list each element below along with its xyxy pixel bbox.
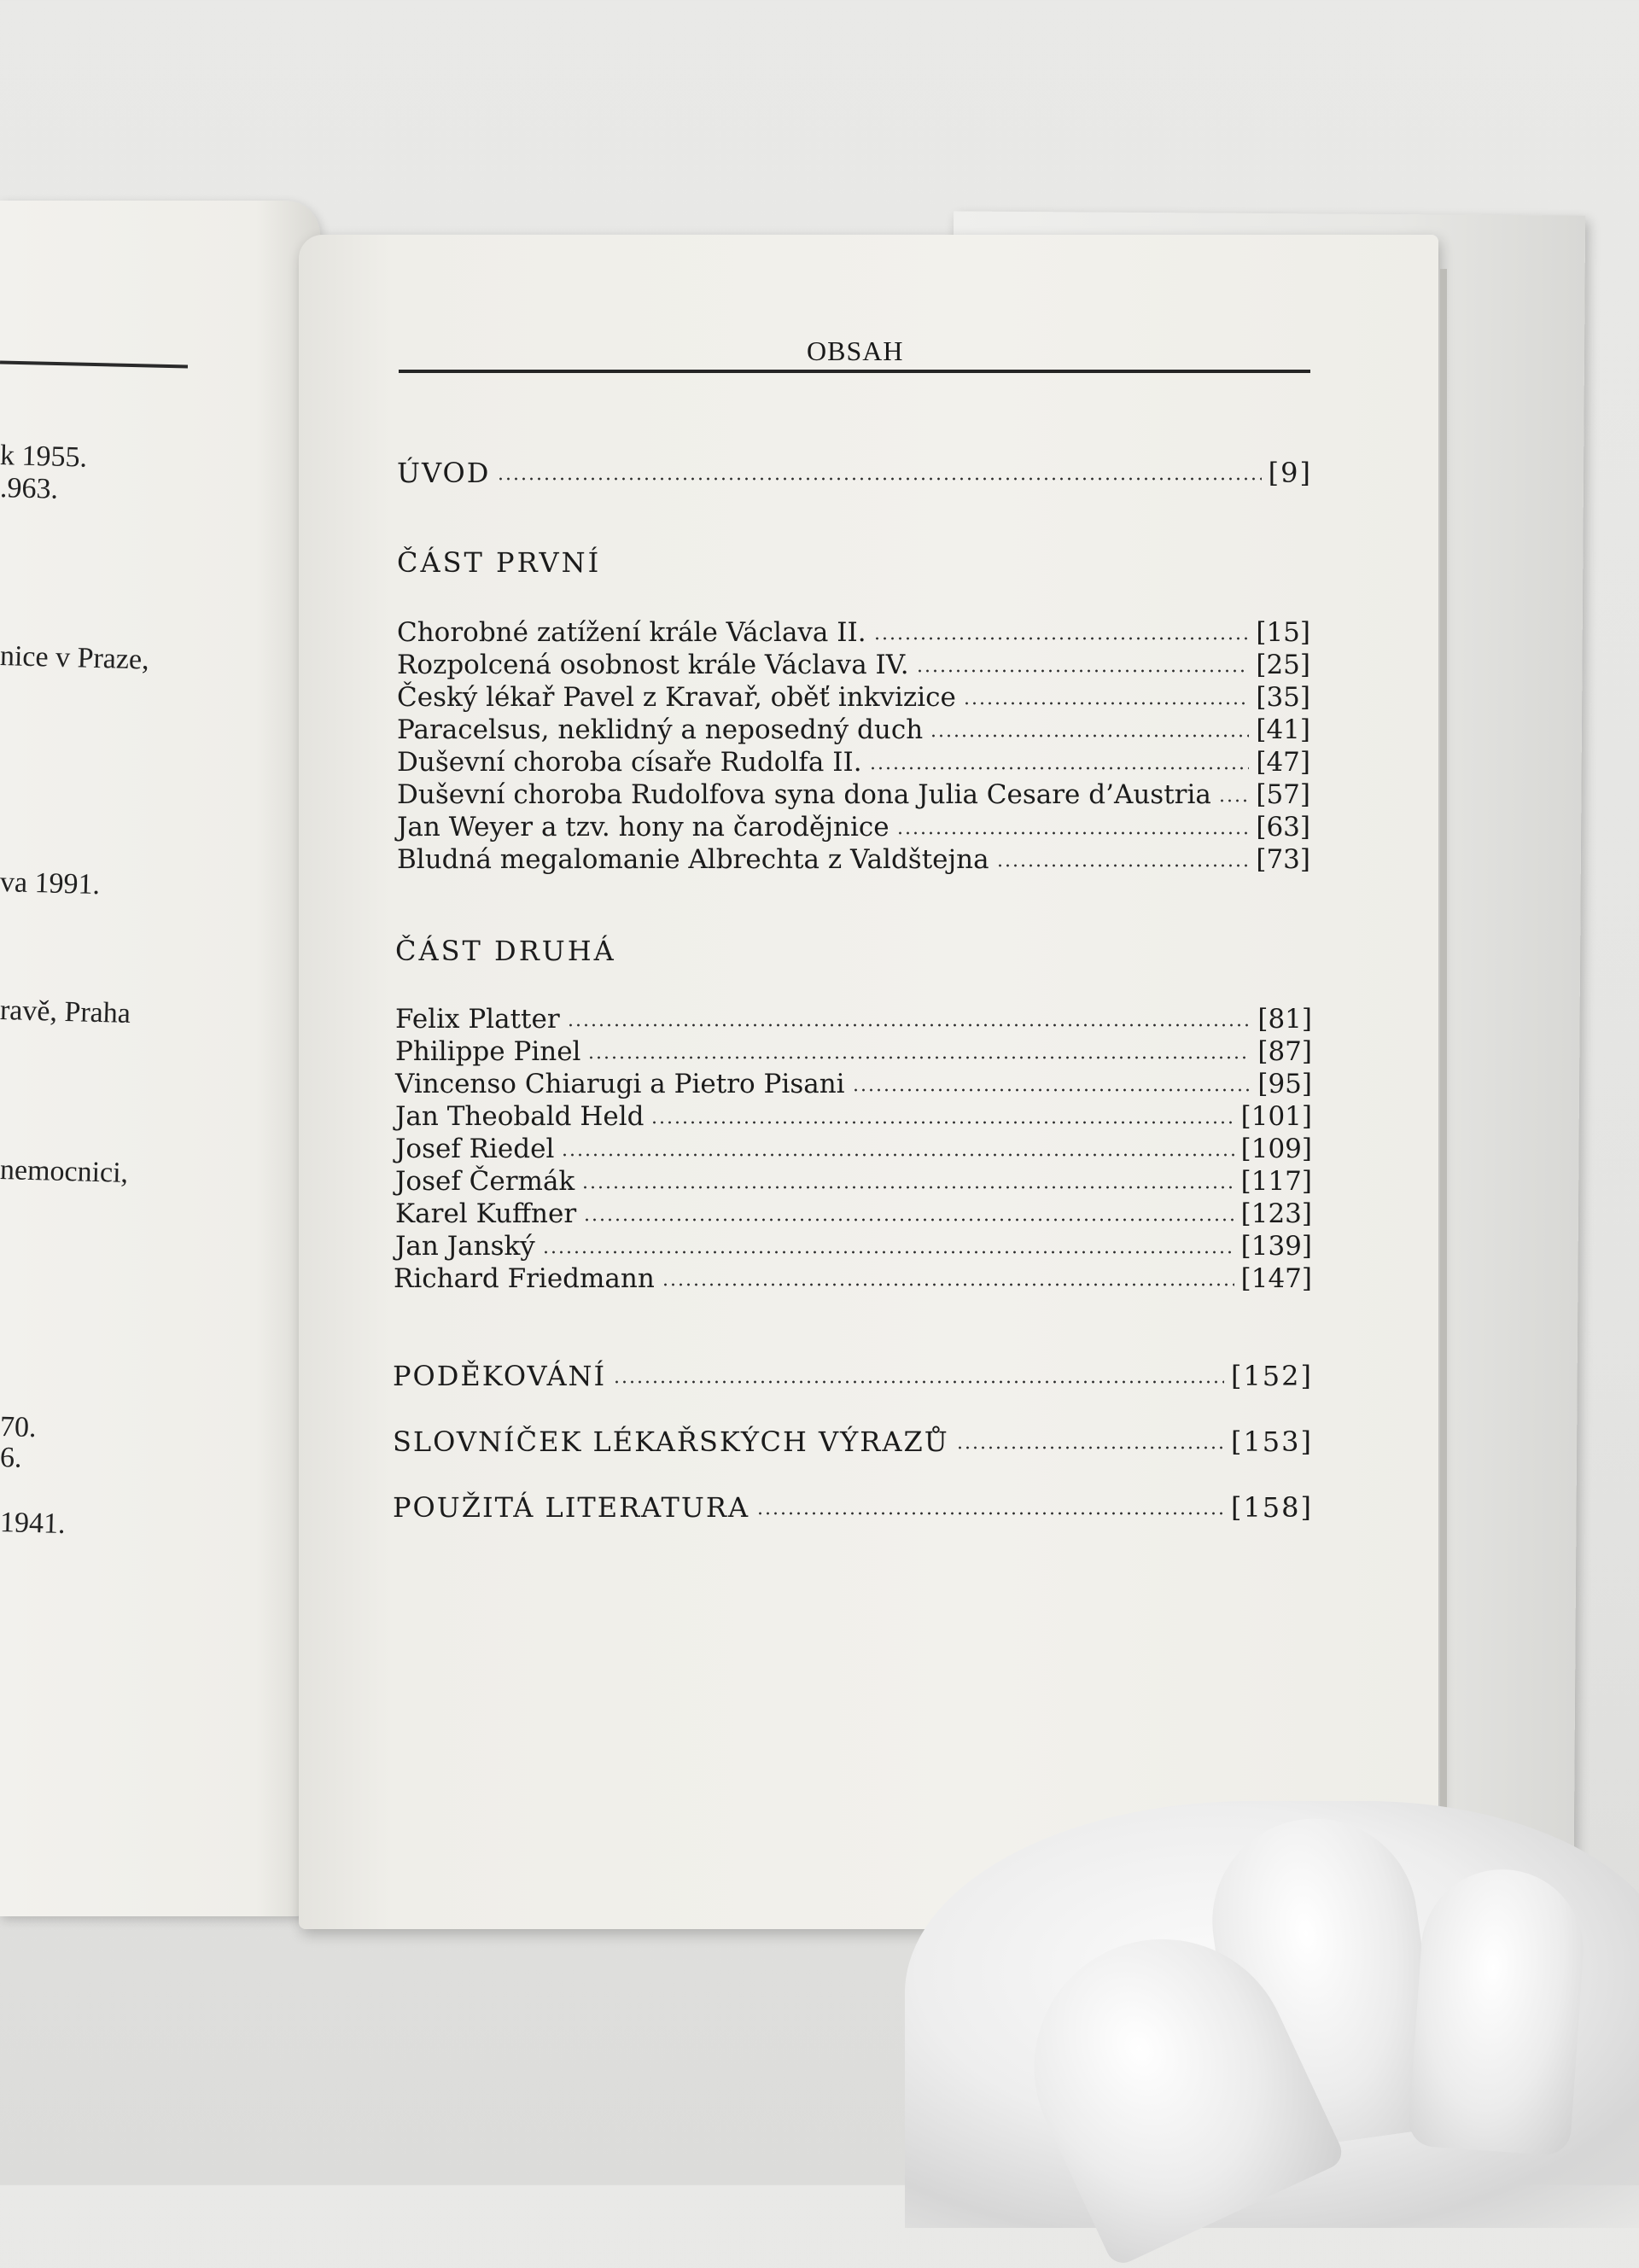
page-heading: OBSAH xyxy=(807,335,904,366)
toc-entry-title: Bludná megalomanie Albrechta z Valdštejna xyxy=(397,844,989,875)
toc-entry-title: Chorobné zatížení krále Václava II. xyxy=(397,617,866,648)
toc-entry-title: SLOVNÍČEK LÉKAŘSKÝCH VÝRAZŮ xyxy=(393,1426,949,1458)
toc-entry-intro[interactable] xyxy=(397,457,1312,489)
toc-entry-title: Felix Platter xyxy=(395,1004,560,1035)
toc-entry-title: Paracelsus, neklidný a neposedný duch xyxy=(397,714,924,745)
toc-entry-page: [147] xyxy=(1240,1263,1312,1294)
dot-leader xyxy=(650,1121,1234,1124)
toc-entry-title: Richard Friedmann xyxy=(394,1263,655,1294)
toc-entry[interactable] xyxy=(397,714,1310,746)
toc-entry-page: [63] xyxy=(1256,812,1310,842)
left-page-line: ravě, Praha xyxy=(0,994,131,1029)
left-page-line: nemocnici, xyxy=(0,1154,129,1189)
toc-entry-page: [87] xyxy=(1257,1036,1312,1067)
dot-leader xyxy=(662,1283,1234,1286)
toc-entry-page: [15] xyxy=(1256,617,1310,648)
toc-entry-page: [73] xyxy=(1256,844,1310,875)
toc-entry-title: Josef Riedel xyxy=(395,1134,555,1164)
left-page-line: 1941. xyxy=(0,1507,66,1540)
toc-entry-title: Vincenso Chiarugi a Pietro Pisani xyxy=(395,1069,845,1099)
toc-entry-page: [25] xyxy=(1256,650,1310,680)
toc-entry-glossary[interactable] xyxy=(393,1426,1313,1458)
toc-entry[interactable] xyxy=(394,1262,1312,1295)
toc-entry-page: [41] xyxy=(1256,714,1310,745)
dot-leader xyxy=(561,1153,1234,1157)
toc-entry-page: [123] xyxy=(1240,1198,1312,1229)
toc-entry[interactable] xyxy=(397,616,1310,649)
dot-leader xyxy=(873,637,1250,640)
toc-entry-title: Duševní choroba Rudolfova syna dona Julia Cesare d’Austria xyxy=(397,779,1211,810)
dot-leader xyxy=(1218,799,1249,802)
toc-entry-page: [158] xyxy=(1230,1491,1313,1524)
toc-entry[interactable] xyxy=(395,1100,1312,1133)
left-page-line: 70. xyxy=(0,1411,37,1444)
toc-entry-page: [139] xyxy=(1240,1231,1312,1262)
toc-entry[interactable] xyxy=(395,1003,1312,1035)
toc-entry[interactable] xyxy=(397,681,1310,714)
dot-leader xyxy=(852,1088,1251,1092)
toc-entry-page: [152] xyxy=(1230,1360,1313,1392)
toc-entry-page: [95] xyxy=(1257,1069,1312,1099)
toc-entry-title: Duševní choroba císaře Rudolfa II. xyxy=(397,747,862,778)
section-title-part1: ČÁST PRVNÍ xyxy=(397,546,602,579)
page-stack-edge xyxy=(1440,269,1447,1891)
toc-entry-page: [9] xyxy=(1268,457,1312,489)
toc-entry-page: [47] xyxy=(1256,747,1310,778)
dot-leader xyxy=(896,831,1250,835)
dot-leader xyxy=(916,669,1250,673)
toc-entry-title: Rozpolcená osobnost krále Václava IV. xyxy=(397,650,909,680)
toc-entry-title: Jan Weyer a tzv. hony na čarodějnice xyxy=(397,812,889,842)
dot-leader xyxy=(542,1251,1234,1254)
toc-entry-references[interactable] xyxy=(393,1491,1313,1524)
toc-entry-page: [57] xyxy=(1256,779,1310,810)
dot-leader xyxy=(567,1023,1251,1027)
toc-entry-title: POUŽITÁ LITERATURA xyxy=(393,1491,750,1524)
toc-entry[interactable] xyxy=(395,1035,1312,1068)
toc-entry[interactable] xyxy=(395,1198,1312,1230)
toc-entry-page: [101] xyxy=(1240,1101,1312,1132)
dot-leader xyxy=(756,1512,1224,1515)
toc-entry-page: [153] xyxy=(1230,1426,1313,1458)
left-page-line: k 1955. xyxy=(0,440,88,474)
dot-leader xyxy=(956,1446,1224,1449)
left-page-line: nice v Praze, xyxy=(0,640,150,676)
section-title-part2: ČÁST DRUHÁ xyxy=(395,935,616,967)
toc-entry[interactable] xyxy=(395,1230,1312,1262)
toc-entry[interactable] xyxy=(395,1133,1312,1165)
toc-entry[interactable] xyxy=(397,649,1310,681)
toc-entry-title: Jan Janský xyxy=(395,1231,535,1262)
gloved-hand xyxy=(905,1801,1639,2228)
dot-leader xyxy=(583,1218,1234,1221)
glove-finger xyxy=(1408,1864,1589,2156)
left-page-line: 6. xyxy=(0,1442,22,1474)
toc-entry-title: Philippe Pinel xyxy=(395,1036,581,1067)
dot-leader xyxy=(996,864,1250,867)
toc-entry-page: [81] xyxy=(1257,1004,1312,1035)
left-page-line: va 1991. xyxy=(0,866,101,901)
toc-entry-page: [109] xyxy=(1240,1134,1312,1164)
toc-entry-page: [35] xyxy=(1256,682,1310,713)
toc-entry-page: [117] xyxy=(1240,1166,1312,1197)
dot-leader xyxy=(613,1380,1224,1384)
toc-entry-title: PODĚKOVÁNÍ xyxy=(393,1360,607,1392)
dot-leader xyxy=(581,1186,1234,1189)
toc-entry[interactable] xyxy=(395,1068,1312,1100)
toc-entry[interactable] xyxy=(397,778,1310,811)
dot-leader xyxy=(930,734,1249,738)
heading-rule xyxy=(399,370,1310,373)
left-page-rule xyxy=(0,361,188,369)
toc-entry[interactable] xyxy=(397,843,1310,876)
toc-entry-title: Karel Kuffner xyxy=(395,1198,577,1229)
toc-entry[interactable] xyxy=(397,811,1310,843)
dot-leader xyxy=(963,702,1249,705)
toc-entry-title: Josef Čermák xyxy=(395,1166,575,1197)
dot-leader xyxy=(587,1056,1251,1059)
toc-entry-title: Jan Theobald Held xyxy=(395,1101,645,1132)
left-page-line: .963. xyxy=(0,472,59,505)
toc-entry-acknowledgements[interactable] xyxy=(393,1360,1313,1392)
toc-entry-title: Český lékař Pavel z Kravař, oběť inkvizice xyxy=(397,682,956,713)
dot-leader xyxy=(869,767,1250,770)
toc-entry[interactable] xyxy=(397,746,1310,778)
contents-page xyxy=(299,235,1438,1929)
toc-entry-title: ÚVOD xyxy=(397,457,491,489)
toc-entry[interactable] xyxy=(395,1165,1312,1198)
left-page xyxy=(0,201,320,1916)
dot-leader xyxy=(497,477,1261,481)
